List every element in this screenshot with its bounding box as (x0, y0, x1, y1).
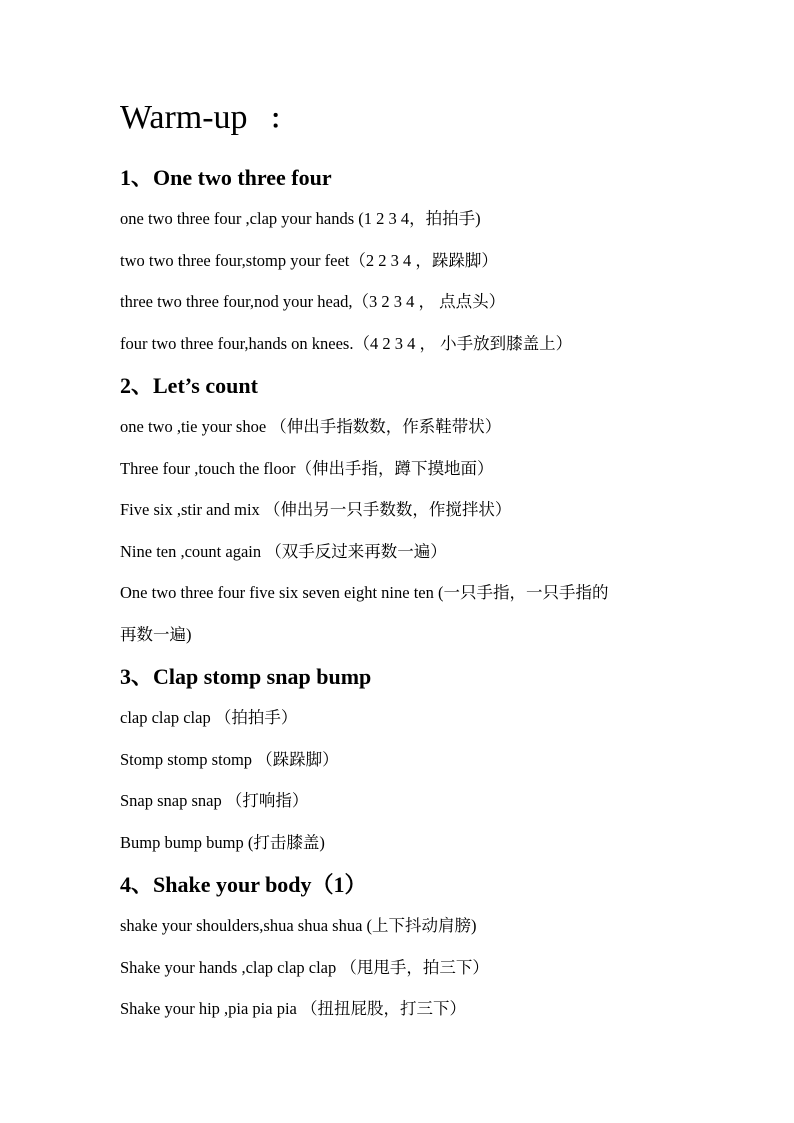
section-3-line-2: Stomp stomp stomp （跺跺脚） (120, 750, 339, 769)
section-3-line-1: clap clap clap （拍拍手） (120, 708, 298, 727)
section-heading-3: 3、Clap stomp snap bump (120, 664, 372, 689)
section-2-line-3: Five six ,stir and mix （伸出另一只手数数，作搅拌状） (120, 500, 512, 519)
section-heading-2: 2、Let’s count (120, 373, 258, 398)
section-1-line-1: one two three four ,clap your hands (1 2 3 4，拍拍手) (120, 209, 481, 228)
section-4-line-2: Shake your hands ,clap clap clap （甩甩手，拍三下） (120, 958, 489, 977)
section-2-line-4: Nine ten ,count again （双手反过来再数一遍） (120, 542, 447, 561)
page-title-colon: ： (269, 105, 296, 134)
section-heading-4: 4、Shake your body（1） (120, 872, 367, 897)
section-2-line-5: One two three four five six seven eight nine ten (一只手指，一只手指的 (120, 583, 609, 602)
section-3-line-4: Bump bump bump (打击膝盖) (120, 833, 325, 852)
section-1-line-3: three two three four,nod your head,（3 2 3 4 ， 点点头） (120, 292, 506, 311)
page-title-text: Warm-up (120, 99, 248, 136)
section-1-line-2: two two three four,stomp your feet（2 2 3 4 ，跺跺脚） (120, 251, 498, 270)
section-4-line-3: Shake your hip ,pia pia pia （扭扭屁股，打三下） (120, 999, 467, 1018)
page-title (120, 98, 296, 140)
section-2-line-6: 再数一遍) (120, 625, 192, 644)
section-4-line-1: shake your shoulders,shua shua shua (上下抖动肩膀) (120, 916, 477, 935)
section-1-line-4: four two three four,hands on knees.（4 2 3 4 ， 小手放到膝盖上） (120, 334, 573, 353)
section-2-line-2: Three four ,touch the floor（伸出手指，蹲下摸地面） (120, 459, 494, 478)
section-2-line-1: one two ,tie your shoe （伸出手指数数，作系鞋带状） (120, 417, 502, 436)
section-heading-1: 1、One two three four (120, 165, 332, 190)
section-3-line-3: Snap snap snap （打响指） (120, 791, 309, 810)
